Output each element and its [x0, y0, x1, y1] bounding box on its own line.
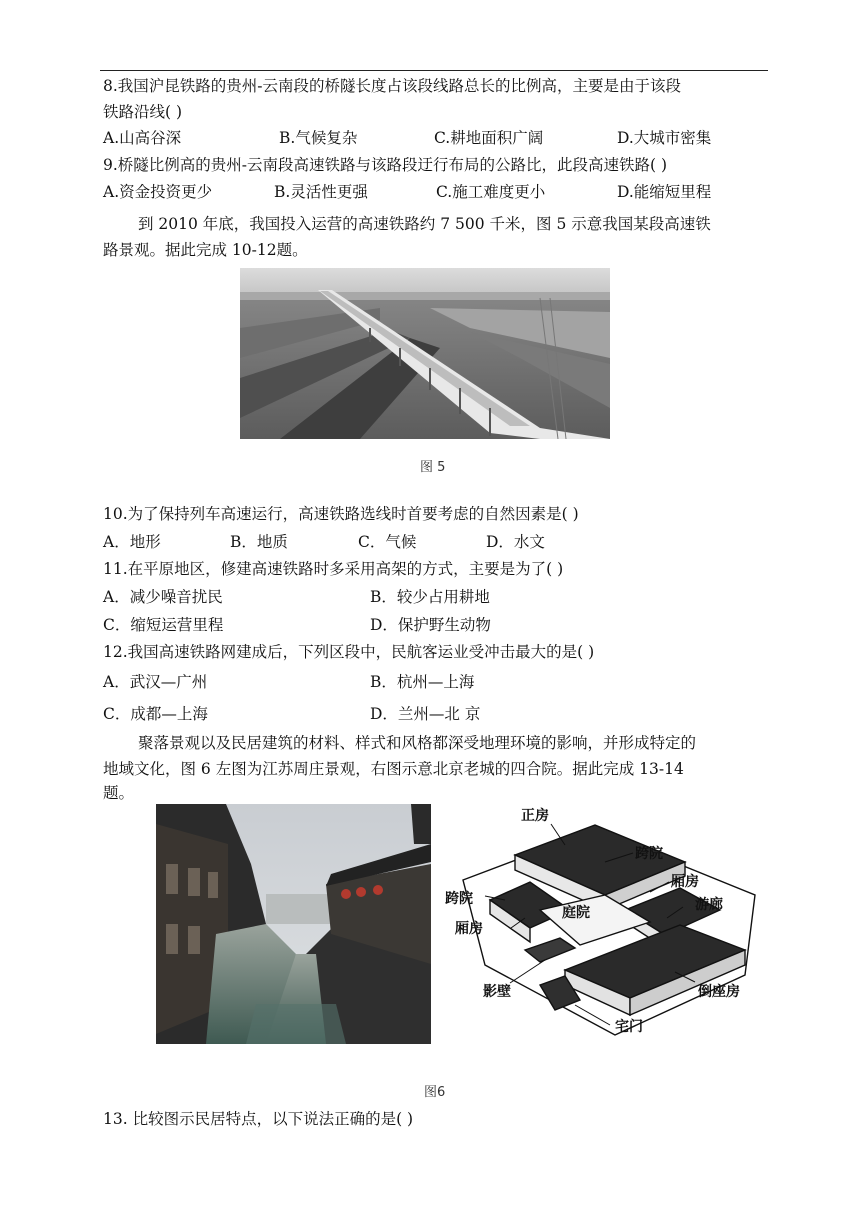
q12-option-a: A．武汉—广州	[103, 673, 208, 691]
fig5-caption: 图 5	[420, 460, 446, 475]
q11-option-d: D．保护野生动物	[370, 616, 491, 634]
q12-stem: 12.我国高速铁路网建成后，下列区段中，民航客运业受冲击最大的是( )	[103, 643, 595, 661]
q9-stem: 9.桥隧比例高的贵州-云南段高速铁路与该路段迂行布局的公路比，此段高速铁路( )	[103, 156, 668, 174]
q8-option-d: D.大城市密集	[617, 129, 712, 147]
q11-option-a: A．减少噪音扰民	[103, 588, 223, 606]
q10-option-d: D．水文	[486, 533, 545, 551]
q8-stem-line2: 铁路沿线( )	[103, 103, 183, 121]
intro2-line3: 题。	[103, 784, 135, 802]
header-rule	[100, 70, 768, 71]
intro1-line1: 到 2010 年底，我国投入运营的高速铁路约 7 500 千米，图 5 示意我国某段高速铁	[138, 215, 711, 233]
q11-option-c: C．缩短运营里程	[103, 616, 224, 634]
fig6-caption: 图6	[424, 1085, 446, 1100]
fig6-zhouzhuang-photo	[156, 804, 431, 1044]
q9-option-c: C.施工难度更小	[436, 183, 546, 201]
q8-option-a: A.山高谷深	[103, 129, 182, 147]
q10-option-a: A．地形	[103, 533, 161, 551]
q10-option-c: C．气候	[358, 533, 417, 551]
label-zhaimen: 宅门	[615, 1019, 643, 1035]
q12-option-b: B．杭州—上海	[370, 673, 475, 691]
q13-stem: 13. 比较图示民居特点，以下说法正确的是( )	[103, 1110, 414, 1128]
fig5-railway-photo	[240, 268, 610, 439]
intro1-line2: 路景观。据此完成 10-12题。	[103, 241, 308, 259]
q12-option-c: C．成都—上海	[103, 705, 208, 723]
q9-option-a: A.资金投资更少	[103, 183, 213, 201]
q10-stem: 10.为了保持列车高速运行，高速铁路选线时首要考虑的自然因素是( )	[103, 505, 579, 523]
q8-option-b: B.气候复杂	[279, 129, 358, 147]
fig6-siheyuan-diagram	[445, 800, 775, 1036]
label-zhengfang: 正房	[521, 808, 549, 824]
label-yingbi: 影壁	[483, 984, 511, 1000]
label-daozuofang: 倒座房	[698, 984, 740, 1000]
q12-option-d: D．兰州—北 京	[370, 705, 481, 723]
q10-option-b: B．地质	[230, 533, 288, 551]
label-kuayuan-right: 跨院	[635, 846, 663, 862]
q11-option-b: B．较少占用耕地	[370, 588, 490, 606]
label-youlang: 游廊	[695, 897, 723, 913]
label-xiangfang-left: 厢房	[455, 921, 483, 937]
q9-option-d: D.能缩短里程	[617, 183, 712, 201]
label-xiangfang-right: 厢房	[671, 874, 699, 890]
intro2-line1: 聚落景观以及民居建筑的材料、样式和风格都深受地理环境的影响，并形成特定的	[138, 734, 697, 752]
label-kuayuan-left: 跨院	[445, 891, 473, 907]
label-tingyuan: 庭院	[562, 905, 590, 921]
q11-stem: 11.在平原地区，修建高速铁路时多采用高架的方式，主要是为了( )	[103, 560, 564, 578]
q9-option-b: B.灵活性更强	[274, 183, 368, 201]
q8-stem-line1: 8.我国沪昆铁路的贵州-云南段的桥隧长度占该段线路总长的比例高，主要是由于该段	[103, 77, 682, 95]
q8-option-c: C.耕地面积广阔	[434, 129, 544, 147]
intro2-line2: 地域文化，图 6 左图为江苏周庄景观，右图示意北京老城的四合院。据此完成 13-14	[103, 760, 684, 778]
